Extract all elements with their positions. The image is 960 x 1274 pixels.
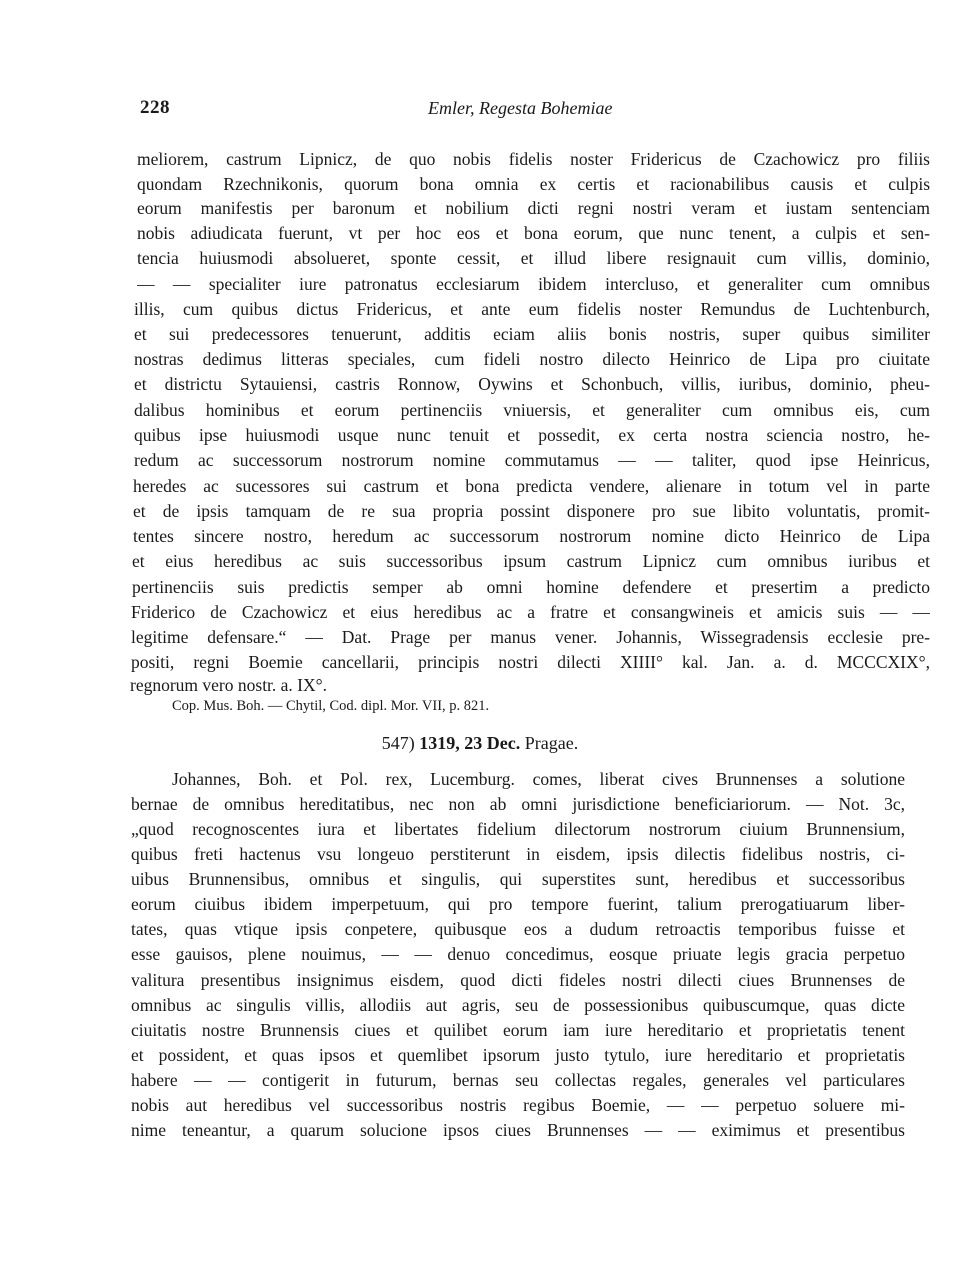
text-line: regnorum vero nostr. a. IX°. (130, 675, 328, 695)
text-line: illis, cum quibus dictus Fridericus, et ante eum fidelis noster Remundus de Luchtenburch, (134, 299, 930, 319)
text-line: Friderico de Czachowicz et eius heredibus ac a fratre et consangwineis et amicis suis — — (131, 602, 930, 622)
text-line: et sui predecessores tenuerunt, additis eciam aliis bonis nostris, super quibus similiter (134, 324, 930, 344)
text-line: eorum ciuibus ibidem imperpetuum, qui pro tempore fuerint, talium prerogatiuarum liber- (131, 894, 905, 914)
text-line: eorum manifestis per baronum et nobilium dicti regni nostri veram et iustam sentenciam (137, 198, 930, 218)
text-line: uibus Brunnensibus, omnibus et singulis, qui superstites sunt, heredibus et successoribus (131, 869, 905, 889)
text-line: „quod recognoscentes iura et libertates fidelium dilectorum nostrorum ciuium Brunnensium, (131, 819, 905, 839)
text-line: heredes ac sucessores sui castrum et bona predicta vendere, alienare in totum vel in parte (133, 476, 930, 496)
running-title: Emler, Regesta Bohemiae (428, 98, 613, 118)
text-line: tencia huiusmodi absolueret, sponte cessit, et illud libere resignauit cum villis, dominio, (137, 248, 930, 268)
text-line: et eius heredibus ac suis successoribus ipsum castrum Lipnicz cum omnibus iuribus et (132, 551, 930, 571)
text-line: ciuitatis nostre Brunnensis ciues et quilibet eorum iam iure hereditario et proprietatis tenent (131, 1020, 905, 1040)
text-line: — — specialiter iure patronatus ecclesiarum ibidem intercluso, et generaliter cum omnibus (137, 274, 930, 294)
page-number: 228 (140, 97, 170, 118)
text-line: meliorem, castrum Lipnicz, de quo nobis fidelis noster Fridericus de Czachowicz pro filiis (137, 149, 930, 169)
text-line: bernae de omnibus hereditatibus, nec non ab omni jurisdictione beneficiariorum. — Not. 3c, (131, 794, 905, 814)
text-line: quibus ipse huiusmodi usque nunc tenuit et possedit, ex certa nostra sciencia nostro, he- (134, 425, 930, 445)
text-line: nobis aut heredibus vel successoribus nostris regibus Boemie, — — perpetuo soluere mi- (131, 1095, 905, 1115)
text-line: dalibus hominibus et eorum pertinenciis vniuersis, et generaliter cum omnibus eis, cum (134, 400, 930, 420)
text-line: et de ipsis tamquam de re sua propria possint disponere pro sue libito voluntatis, promit- (133, 501, 930, 521)
text-line: valitura presentibus insignimus eisdem, quod dicti fideles nostri dilecti ciues Brunnenses de (131, 970, 905, 990)
text-line: esse gauisos, plene nouimus, — — denuo concedimus, eosque priuate legis gracia perpetuo (131, 944, 905, 964)
text-line: quibus freti hactenus vsu longeuo perstiterunt in eisdem, ipsis dilectis fidelibus nostris, ci- (131, 844, 905, 864)
entry-place: Pragae. (524, 733, 579, 753)
text-line: et possident, et quas ipsos et quemlibet ipsorum justo tytulo, iure hereditario et proprietatis (131, 1045, 905, 1065)
text-line: habere — — contigerit in futurum, bernas seu collectas regales, generales vel particulares (131, 1070, 905, 1090)
text-line: quondam Rzechnikonis, quorum bona omnia ex certis et racionabilibus causis et culpis (137, 174, 930, 194)
text-line: positi, regni Boemie cancellarii, principis nostri dilecti XIIII° kal. Jan. a. d. MCCCXIX°, (131, 652, 930, 672)
text-line: et districtu Sytauiensi, castris Ronnow, Oywins et Schonbuch, villis, iuribus, dominio, pheu- (134, 374, 930, 394)
text-line: nobis adiudicata fuerunt, vt per hoc eos et bona eorum, que nunc tenent, a culpis et sen- (137, 223, 930, 243)
text-line: tates, quas vtique ipsis conpetere, quibusque eos a dudum retroactis temporibus fuisse et (131, 919, 905, 939)
text-line: nostras dedimus litteras speciales, cum fideli nostro dilecto Heinrico de Lipa pro ciuitate (134, 349, 930, 369)
text-line: legitime defensare.“ — Dat. Prage per manus vener. Johannis, Wissegradensis ecclesie pre- (131, 627, 930, 647)
entry-number: 547) (381, 733, 415, 753)
entry-date: 1319, 23 Dec. (419, 733, 521, 753)
text-line: tentes sincere nostro, heredum ac successorum nostrorum nomine dicto Heinrico de Lipa (133, 526, 930, 546)
text-line: redum ac successorum nostrorum nomine commutamus — — taliter, quod ipse Heinricus, (134, 450, 930, 470)
text-line: pertinenciis suis predictis semper ab omni homine defendere et presertim a predicto (132, 577, 930, 597)
text-line: omnibus ac singulis villis, allodiis aut agris, seu de possessionibus quibuscumque, quas dicte (131, 995, 905, 1015)
source-note: Cop. Mus. Boh. — Chytil, Cod. dipl. Mor. VII, p. 821. (172, 698, 490, 714)
text-line: nime teneantur, a quarum solucione ipsos ciues Brunnenses — — eximimus et presentibus (131, 1120, 905, 1140)
text-line: Johannes, Boh. et Pol. rex, Lucemburg. comes, liberat cives Brunnenses a solutione (172, 769, 905, 789)
